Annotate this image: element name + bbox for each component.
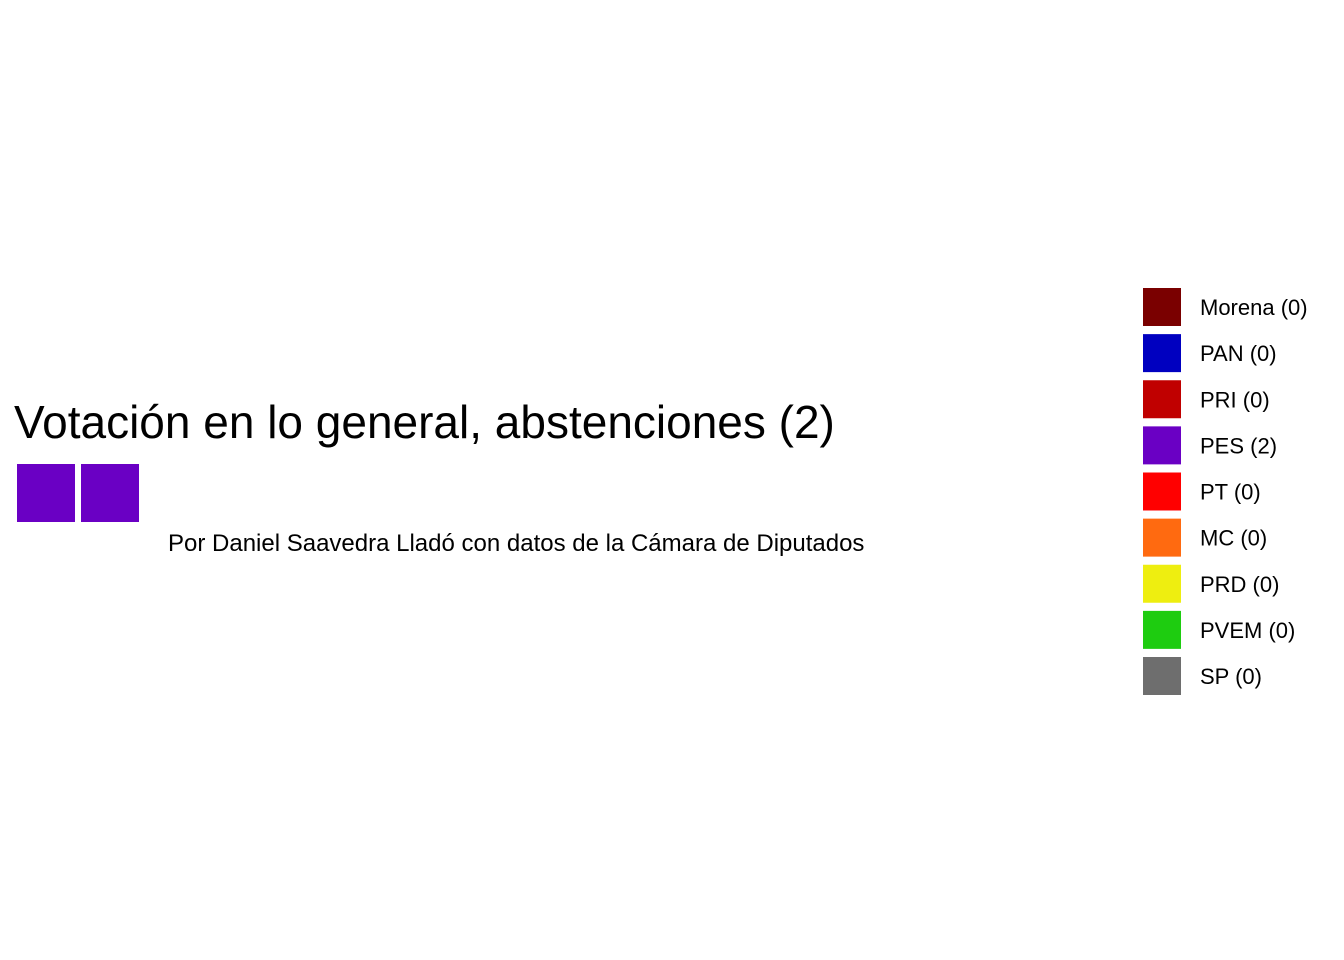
legend-label-pan: PAN (0) [1200,341,1277,367]
legend-label-pt: PT (0) [1200,479,1261,505]
chart-title: Votación en lo general, abstenciones (2) [14,396,835,448]
legend-key-pes [1143,426,1181,464]
waffle-cell-pes [80,463,140,523]
legend-label-pvem: PVEM (0) [1200,617,1296,643]
legend-label-pes: PES (2) [1200,433,1278,459]
legend-label-prd: PRD (0) [1200,571,1280,597]
legend-label-pri: PRI (0) [1200,387,1270,413]
legend-key-pt [1143,473,1181,511]
waffle-cell-pes [16,463,76,523]
legend-key-pvem [1143,611,1181,649]
legend-key-pri [1143,380,1181,418]
legend-key-mc [1143,519,1181,557]
legend-label-mc: MC (0) [1200,525,1268,551]
legend-key-prd [1143,565,1181,603]
legend-key-morena [1143,288,1181,326]
legend-label-sp: SP (0) [1200,664,1262,689]
legend-label-morena: Morena (0) [1200,295,1308,320]
legend-key-sp [1143,657,1181,695]
legend-key-pan [1143,334,1181,372]
chart-caption: Por Daniel Saavedra Lladó con datos de la Cámara de Diputados [168,530,865,557]
